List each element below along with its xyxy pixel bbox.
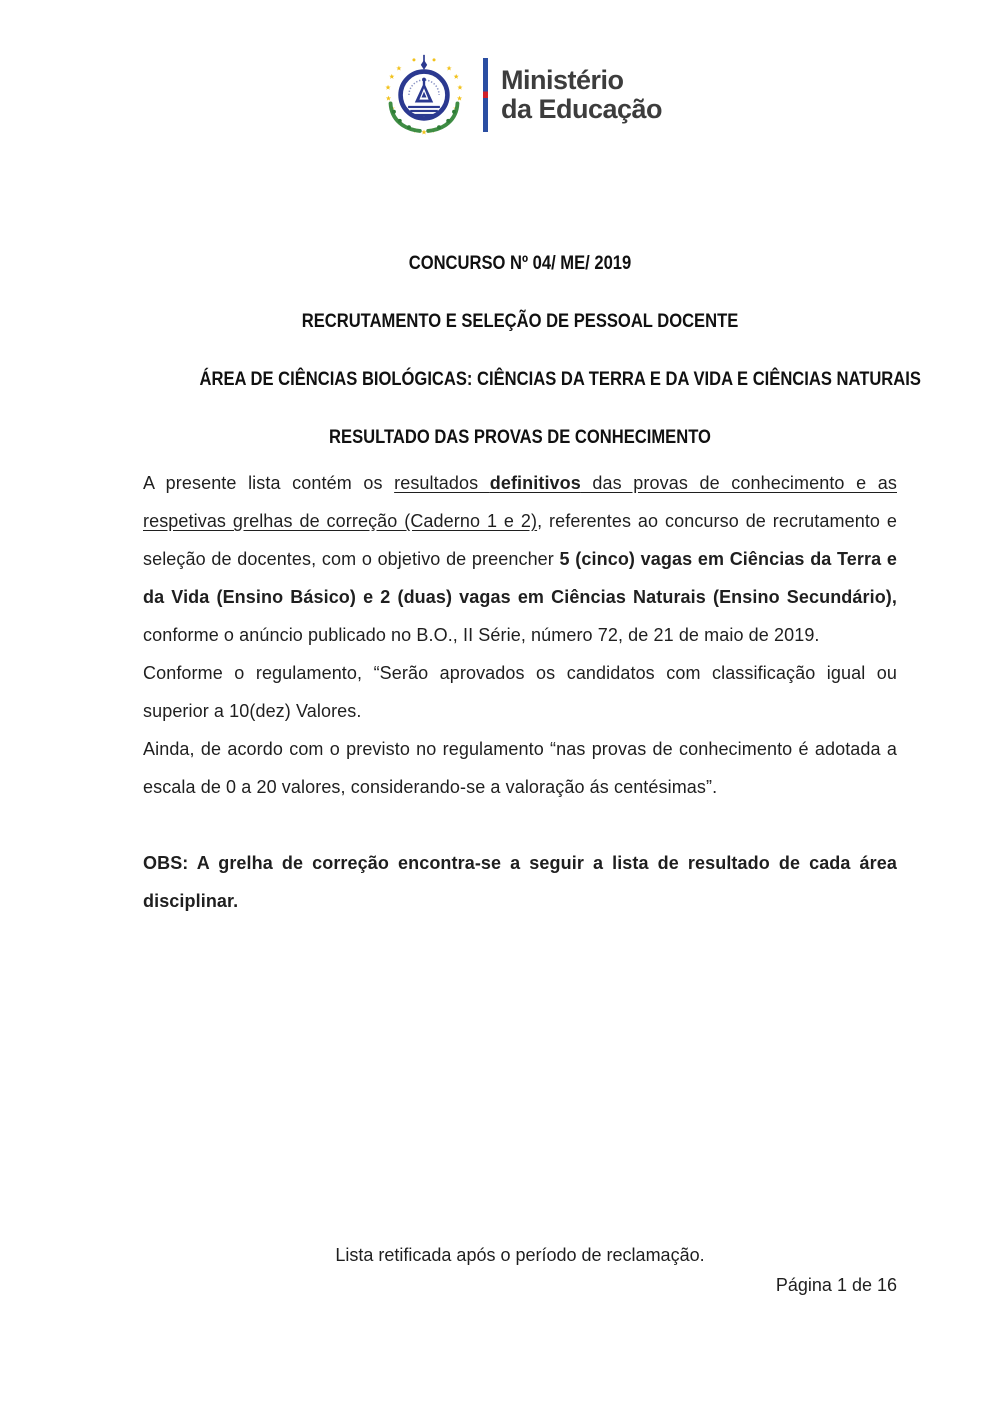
heading-concurso: CONCURSO Nº 04/ ME/ 2019: [408, 252, 632, 274]
heading-recrutamento: RECRUTAMENTO E SELEÇÃO DE PESSOAL DOCENTE: [301, 310, 739, 332]
body-paragraph-2: Conforme o regulamento, “Serão aprovados os candidatos com classificação igual ou superior a 10(dez) Valores.: [143, 663, 897, 721]
ministry-name-line1: Ministério: [500, 64, 624, 95]
p1-segment-plain-3: conforme o anúncio publicado no B.O., II Série, número 72, de 21 de maio de 2019.: [143, 625, 820, 645]
body-paragraph-1: [143, 464, 897, 654]
footer-note: Lista retificada após o período de reclamação.: [335, 1245, 705, 1265]
ministry-name: [501, 66, 662, 124]
p1-segment-plain: A presente lista contém os: [143, 473, 395, 493]
ministry-logo: [143, 52, 897, 138]
obs-paragraph: OBS: A grelha de correção encontra-se a seguir a lista de resultado de cada área disciplinar.: [143, 853, 897, 911]
document-body: [143, 464, 897, 920]
logo-divider: [483, 58, 488, 132]
heading-resultado: RESULTADO DAS PROVAS DE CONHECIMENTO: [329, 426, 711, 448]
p1-segment-plain-2: , referentes ao concurso de recrutamento e seleção de docentes, com o objetivo de preencher: [143, 511, 897, 569]
p1-segment-underline: resultados: [394, 473, 490, 493]
cape-verde-emblem-icon: [378, 52, 470, 138]
p1-segment-bold-underline: definitivos: [489, 473, 581, 493]
ministry-name-line2: da Educação: [500, 94, 663, 124]
page-number: Página 1 de 16: [775, 1275, 897, 1295]
p1-segment-underline-2: das provas de conhecimento e as respetivas grelhas de correção (Caderno 1 e 2): [143, 473, 897, 531]
heading-area: ÁREA DE CIÊNCIAS BIOLÓGICAS: CIÊNCIAS DA TERRA E DA VIDA E CIÊNCIAS NATURAIS: [199, 368, 921, 390]
p1-segment-bold: 5 (cinco) vagas em Ciências da Terra e da Vida (Ensino Básico) e 2 (duas) vagas em Ciências Naturais (Ensino Secundário),: [143, 549, 897, 607]
body-paragraph-3: Ainda, de acordo com o previsto no regulamento “nas provas de conhecimento é adotada a escala de 0 a 20 valores, considerando-se a valoração ás centésimas”.: [143, 739, 897, 797]
document-footer: [143, 1240, 897, 1300]
document-headings: [143, 234, 921, 466]
